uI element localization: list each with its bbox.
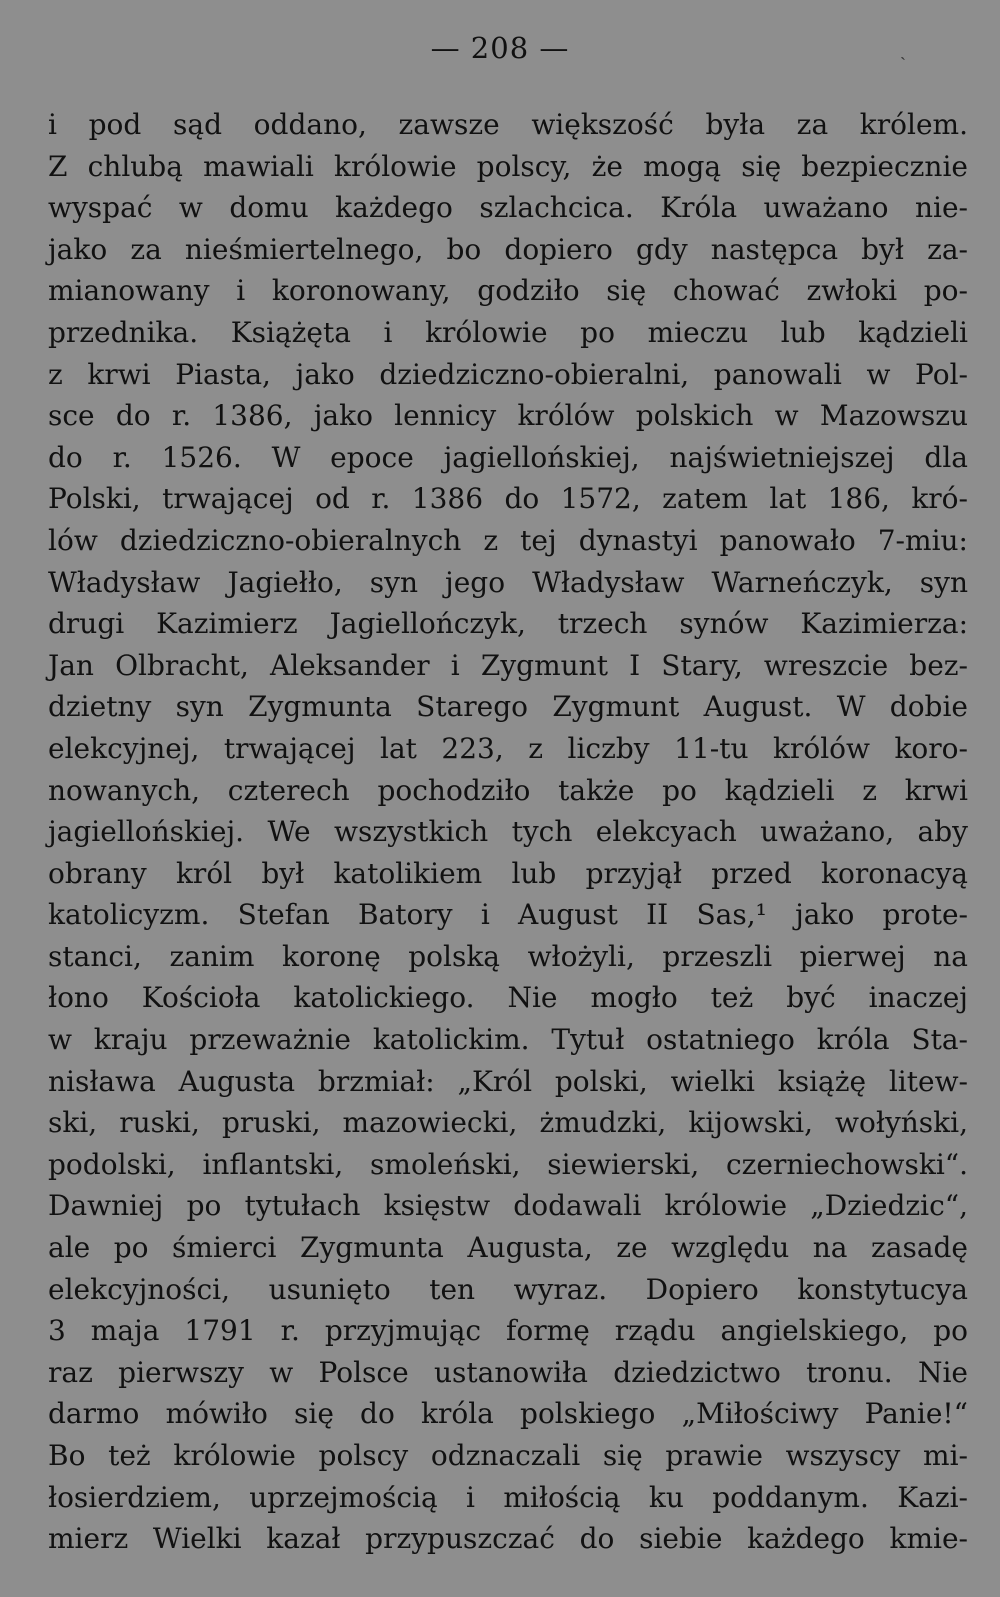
text-line: elekcyjnej, trwającej lat 223, z liczby 11-tu królów koro- (48, 731, 968, 765)
text-line: elekcyjności, usunięto ten wyraz. Dopiero konstytucya (48, 1272, 968, 1306)
text-line: dzietny syn Zygmunta Starego Zygmunt August. W dobie (48, 690, 968, 724)
stray-mark-top: ˎ (900, 40, 906, 61)
text-line: darmo mówiło się do króla polskiego „Miłościwy Panie!“ (48, 1397, 968, 1431)
text-line: Z chlubą mawiali królowie polscy, że mogą się bezpiecznie (48, 149, 968, 183)
text-line: mianowany i koronowany, godziło się chować zwłoki po- (48, 274, 968, 308)
text-line: Władysław Jagiełło, syn jego Władysław Warneńczyk, syn (48, 565, 968, 599)
text-line: podolski, inflantski, smoleński, siewierski, czerniechowski“. (48, 1147, 968, 1181)
text-line: przednika. Książęta i królowie po mieczu lub kądzieli (48, 315, 968, 349)
text-line: do r. 1526. W epoce jagiellońskiej, najświetniejszej dla (48, 440, 968, 474)
text-line: jagiellońskiej. We wszystkich tych elekcyach uważano, aby (48, 815, 968, 849)
text-line: ski, ruski, pruski, mazowiecki, żmudzki, kijowski, wołyński, (48, 1106, 968, 1140)
text-line: drugi Kazimierz Jagiellończyk, trzech synów Kazimierza: (48, 607, 968, 641)
text-line: łosierdziem, uprzejmością i miłością ku poddanym. Kazi- (48, 1480, 968, 1514)
text-line: katolicyzm. Stefan Batory i August II Sas,¹ jako prote- (48, 898, 968, 932)
text-line: jako za nieśmiertelnego, bo dopiero gdy następca był za- (48, 232, 968, 266)
text-line: raz pierwszy w Polsce ustanowiła dziedzictwo tronu. Nie (48, 1355, 968, 1389)
text-line: nowanych, czterech pochodziło także po kądzieli z krwi (48, 773, 968, 807)
body-text (48, 104, 968, 1560)
text-line: nisława Augusta brzmiał: „Król polski, wielki książę litew- (48, 1064, 968, 1098)
text-line: w kraju przeważnie katolickim. Tytuł ostatniego króla Sta- (48, 1023, 968, 1057)
text-line: sce do r. 1386, jako lennicy królów polskich w Mazowszu (48, 399, 968, 433)
text-line: obrany król był katolikiem lub przyjął przed koronacyą (48, 856, 968, 890)
text-line: Polski, trwającej od r. 1386 do 1572, zatem lat 186, kró- (48, 482, 968, 516)
text-line: wyspać w domu każdego szlachcica. Króla uważano nie- (48, 191, 968, 225)
text-line: stanci, zanim koronę polską włożyli, przeszli pierwej na (48, 939, 968, 973)
text-line: i pod sąd oddano, zawsze większość była za królem. (48, 108, 968, 141)
text-line: lów dziedziczno-obieralnych z tej dynastyi panowało 7-miu: (48, 523, 968, 557)
text-line: mierz Wielki kazał przypuszczać do siebie każdego kmie- (48, 1522, 968, 1556)
text-line: Bo też królowie polscy odznaczali się prawie wszyscy mi- (48, 1439, 968, 1472)
text-line: z krwi Piasta, jako dziedziczno-obieralni, panowali w Pol- (48, 357, 968, 391)
text-line: ale po śmierci Zygmunta Augusta, ze względu na zasadę (48, 1231, 968, 1265)
page-header: — 208 — (430, 31, 570, 65)
text-line: Dawniej po tytułach księstw dodawali królowie „Dziedzic“, (48, 1189, 968, 1223)
text-line: łono Kościoła katolickiego. Nie mogło też być inaczej (48, 981, 968, 1015)
text-line: Jan Olbracht, Aleksander i Zygmunt I Stary, wreszcie bez- (48, 648, 968, 682)
text-line: 3 maja 1791 r. przyjmując formę rządu angielskiego, po (48, 1314, 968, 1348)
